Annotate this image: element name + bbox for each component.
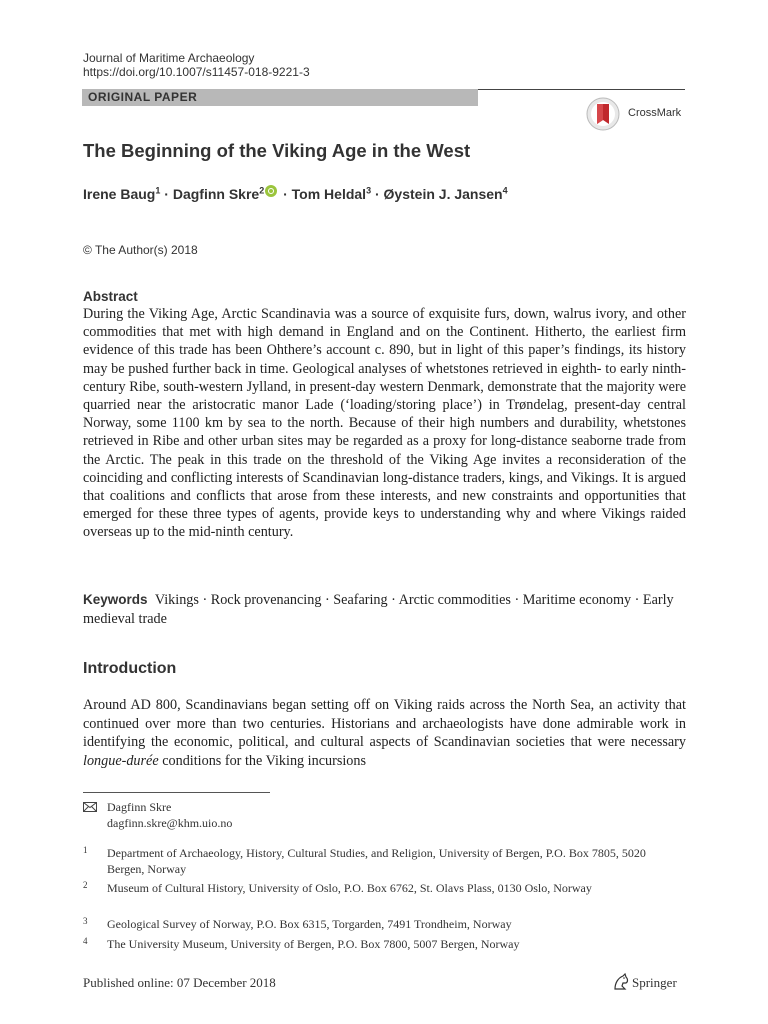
- springer-logo[interactable]: [612, 972, 692, 994]
- paper-type-bar: [82, 89, 478, 106]
- intro-text-start: Around AD 800, Scandinavians began setting off on Viking raids across the North Sea, an activity that continued over more than two centuries. Historians and archaeologists have done admirable work in identifying the economic, political, and cultural aspects of Scandinavian societies that were necessary: [83, 697, 686, 750]
- author-name[interactable]: Øystein J. Jansen: [383, 186, 503, 202]
- springer-horse-icon: [612, 972, 630, 992]
- paper-title: The Beginning of the Viking Age in the West: [83, 140, 471, 161]
- header-rule: [478, 89, 685, 90]
- affiliation-text: Museum of Cultural History, University of Oslo, P.O. Box 6762, St. Olavs Plass, 0130 Oslo, Norway: [107, 881, 592, 895]
- paper-type-label: ORIGINAL PAPER: [88, 90, 198, 104]
- doi-link[interactable]: https://doi.org/10.1007/s11457-018-9221-3: [83, 65, 310, 79]
- crossmark-icon: [586, 97, 620, 131]
- introduction-body: [83, 696, 686, 770]
- orcid-icon[interactable]: [265, 185, 277, 197]
- keywords-heading: Keywords: [83, 592, 148, 607]
- author-name[interactable]: Dagfinn Skre: [172, 186, 260, 202]
- envelope-icon: [83, 802, 97, 812]
- footnote-divider: [83, 792, 270, 793]
- crossmark-button[interactable]: [586, 97, 696, 131]
- affiliation-number: 2: [83, 880, 88, 890]
- introduction-heading: Introduction: [83, 660, 177, 677]
- published-date: Published online: 07 December 2018: [83, 975, 276, 990]
- author-name[interactable]: Irene Baug: [83, 186, 156, 202]
- affiliation-text: Department of Archaeology, History, Cultural Studies, and Religion, University of Bergen, P.O. Box 7805, 5020 Bergen, Norway: [107, 846, 646, 876]
- springer-label: Springer: [632, 975, 677, 990]
- journal-name: Journal of Maritime Archaeology: [83, 51, 255, 65]
- correspondence-name: Dagfinn Skre: [107, 800, 172, 814]
- abstract-body: During the Viking Age, Arctic Scandinavia was a source of exquisite furs, down, walrus ivory, and other commodities that met with high demand in England and on the Continent. Hitherto, the earliest firm evidence of this trade has been Ohthere’s account c. 890, but in light of this paper’s findings, its history may be pushed further back in time. Geological analyses of whetstones retrieved in eighth- to early ninth-century Ribe, south-western Jylland, in present-day western Denmark, demonstrate that the majority were quarried near the aristocratic manor Lade (‘loading/storing place’) in Trøndelag, present-day central Norway, some 1100 km by sea to the north. Because of their high numbers and durability, whetstones retrieved in Ribe and other urban sites may be regarded as a proxy for long-distance seaborne trade from the Arctic. The peak in this trade on the threshold of the Viking Age invites a reconsideration of the coinciding and conflicting interests of Scandinavian long-distance traders, kings, and Vikings. It is argued that coalitions and conflicts that arose from these interests, and new constraints and opportunities that emerged for these three types of agents, provide keys to understanding why and where Vikings raided overseas up to the mid-ninth century.: [83, 306, 686, 541]
- copyright-notice: © The Author(s) 2018: [83, 243, 198, 257]
- correspondence-email[interactable]: dagfinn.skre@khm.uio.no: [107, 816, 233, 830]
- crossmark-label: CrossMark: [628, 107, 682, 119]
- keywords-list: Vikings · Rock provenancing · Seafaring · Arctic commodities · Maritime economy · Early medieval trade: [83, 592, 674, 627]
- affiliation-text: The University Museum, University of Bergen, P.O. Box 7800, 5007 Bergen, Norway: [107, 937, 520, 951]
- author-affil-sup: 2: [259, 185, 265, 196]
- abstract-heading: Abstract: [83, 289, 138, 304]
- keywords: [83, 590, 683, 629]
- affiliation-text: Geological Survey of Norway, P.O. Box 6315, Torgarden, 7491 Trondheim, Norway: [107, 917, 512, 931]
- affiliation-number: 4: [83, 936, 88, 946]
- author-name[interactable]: Tom Heldal: [291, 186, 367, 202]
- author-affil-sup: 1: [155, 185, 161, 196]
- affiliation-number: 3: [83, 916, 88, 926]
- intro-text-italic: longue-durée: [83, 752, 159, 769]
- author-list: Irene Baug$^1$ · Dagfinn Skre$^2$ · Tom Heldal$^3$ · Øystein J. Jansen$^4$: [83, 185, 508, 202]
- author-affil-sup: 3: [366, 185, 372, 196]
- intro-text-end: conditions for the Viking incursions: [158, 752, 367, 769]
- affiliation-number: 1: [83, 845, 88, 855]
- author-affil-sup: 4: [502, 185, 508, 196]
